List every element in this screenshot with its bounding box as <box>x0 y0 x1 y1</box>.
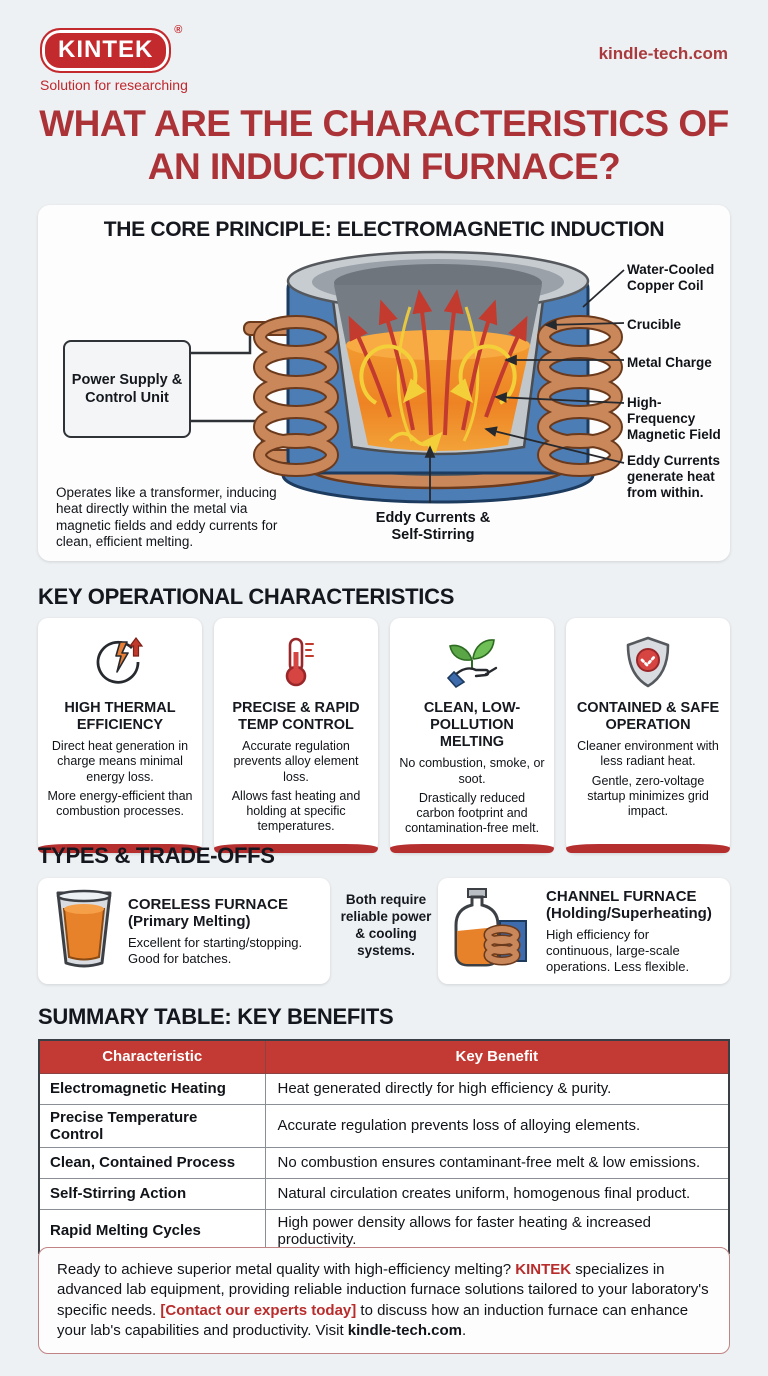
table-row <box>39 1073 729 1104</box>
card-text: Direct heat generation in charge means minimal energy loss. <box>51 739 189 784</box>
core-principle-panel <box>38 205 730 561</box>
label-eddy-heat: Eddy Currents generate heat from within. <box>627 453 721 501</box>
logo-text: KINTEK <box>58 36 154 63</box>
cta-text: Ready to achieve superior metal quality with high-efficiency melting? <box>57 1261 516 1278</box>
label-magnetic-field: High-Frequency Magnetic Field <box>627 395 721 443</box>
card-temp-control <box>214 618 378 853</box>
coreless-furnace-card <box>38 878 330 984</box>
logo-tagline: Solution for researching <box>40 77 188 93</box>
coreless-description: Excellent for starting/stopping. Good for batches. <box>128 935 303 966</box>
card-title: CONTAINED & SAFE OPERATION <box>576 700 720 734</box>
card-text: Accurate regulation prevents alloy element loss. <box>233 739 359 784</box>
label-eddy-self-stirring: Eddy Currents & Self-Stirring <box>375 510 491 544</box>
cell-characteristic: Self-Stirring Action <box>39 1178 265 1209</box>
cell-benefit: No combustion ensures contaminant-free melt & low emissions. <box>265 1147 729 1178</box>
card-accent-bar <box>390 844 554 853</box>
energy-efficiency-icon <box>45 632 195 692</box>
cell-characteristic: Rapid Melting Cycles <box>39 1209 265 1253</box>
channel-furnace-icon <box>450 887 536 976</box>
cta-text: . <box>462 1321 467 1339</box>
card-thermal-efficiency <box>38 618 202 853</box>
card-accent-bar <box>566 844 730 853</box>
card-title: PRECISE & RAPID TEMP CONTROL <box>232 700 360 734</box>
card-text: No combustion, smoke, or soot. <box>399 756 545 786</box>
card-title: HIGH THERMAL EFFICIENCY <box>64 700 176 734</box>
cell-characteristic: Precise Temperature Control <box>39 1104 265 1147</box>
table-row <box>39 1147 729 1178</box>
cell-benefit: High power density allows for faster heating & increased productivity. <box>265 1209 729 1253</box>
cell-characteristic: Electromagnetic Heating <box>39 1073 265 1104</box>
card-clean-melting <box>390 618 554 853</box>
channel-title-line2: (Holding/Superheating) <box>546 905 712 923</box>
summary-table <box>38 1039 730 1254</box>
card-text: Drastically reduced carbon footprint and contamination-free melt. <box>404 790 540 836</box>
label-water-cooled-coil: Water-Cooled Copper Coil <box>627 262 715 294</box>
cta-text: to discuss how an induction furnace can enhance your lab's capabilities and productivity. Visit <box>57 1301 689 1339</box>
cta-contact-link[interactable]: [Contact our experts today] <box>160 1301 357 1319</box>
summary-table-heading: SUMMARY TABLE: KEY BENEFITS <box>38 1004 394 1029</box>
card-text: More energy-efficient than combustion processes. <box>47 788 193 819</box>
coreless-title-line2: (Primary Melting) <box>128 912 251 930</box>
card-text: Gentle, zero-voltage startup minimizes grid impact. <box>587 773 709 819</box>
coreless-furnace-icon <box>50 887 118 976</box>
card-safe-operation <box>566 618 730 853</box>
types-shared-note: Both require reliable power & cooling systems. <box>340 892 432 958</box>
page-title: WHAT ARE THE CHARACTERISTICS OF AN INDUCTION FURNACE? <box>39 103 729 188</box>
card-text: Cleaner environment with less radiant heat. <box>577 739 719 769</box>
label-metal-charge: Metal Charge <box>627 355 712 370</box>
cta-brand: KINTEK <box>515 1261 572 1278</box>
cta-site-link[interactable]: kindle-tech.com <box>347 1321 462 1339</box>
channel-description: High efficiency for continuous, large-scale operations. Less flexible. <box>546 927 690 974</box>
characteristics-heading: KEY OPERATIONAL CHARACTERISTICS <box>38 584 455 609</box>
channel-furnace-card <box>438 878 730 984</box>
thermometer-icon <box>221 632 371 692</box>
cell-benefit: Natural circulation creates uniform, homogenous final product. <box>265 1178 729 1209</box>
card-text: Allows fast heating and holding at specific temperatures. <box>231 788 361 834</box>
safety-shield-icon <box>573 632 723 692</box>
characteristics-cards <box>38 618 730 853</box>
cell-benefit: Heat generated directly for high efficiency & purity. <box>265 1073 729 1104</box>
cta-box <box>38 1247 730 1354</box>
table-header-row <box>39 1040 729 1073</box>
card-title: CLEAN, LOW-POLLUTION MELTING <box>423 700 521 751</box>
cell-benefit: Accurate regulation prevents loss of alloying elements. <box>265 1104 729 1147</box>
kintek-logo-pill <box>40 24 184 73</box>
cell-characteristic: Clean, Contained Process <box>39 1147 265 1178</box>
table-row <box>39 1104 729 1147</box>
column-header-key-benefit: Key Benefit <box>265 1040 729 1073</box>
eco-hand-icon <box>397 632 547 692</box>
label-crucible: Crucible <box>627 317 682 332</box>
channel-title-line1: CHANNEL FURNACE <box>546 887 697 905</box>
column-header-characteristic: Characteristic <box>39 1040 265 1073</box>
core-principle-heading: THE CORE PRINCIPLE: ELECTROMAGNETIC INDUCTION <box>103 218 665 241</box>
cta-text: specializes in advanced lab equipment, providing reliable induction furnace solutions tailored to your laboratory's specific needs. <box>57 1261 709 1319</box>
coreless-title-line1: CORELESS FURNACE <box>128 895 289 913</box>
website-link[interactable]: kindle-tech.com <box>598 44 728 63</box>
coreless-furnace-text <box>128 896 318 967</box>
table-row <box>39 1209 729 1253</box>
types-heading: TYPES & TRADE-OFFS <box>38 843 275 868</box>
diagram-caption: Operates like a transformer, inducing heat directly within the metal via magnetic fields and eddy currents for clean, efficient melting. <box>56 485 278 550</box>
channel-furnace-text <box>546 888 718 974</box>
table-row <box>39 1178 729 1209</box>
registered-mark-icon: ® <box>174 24 184 36</box>
power-supply-box: Power Supply & Control Unit <box>63 340 191 438</box>
kintek-logo <box>40 24 188 93</box>
